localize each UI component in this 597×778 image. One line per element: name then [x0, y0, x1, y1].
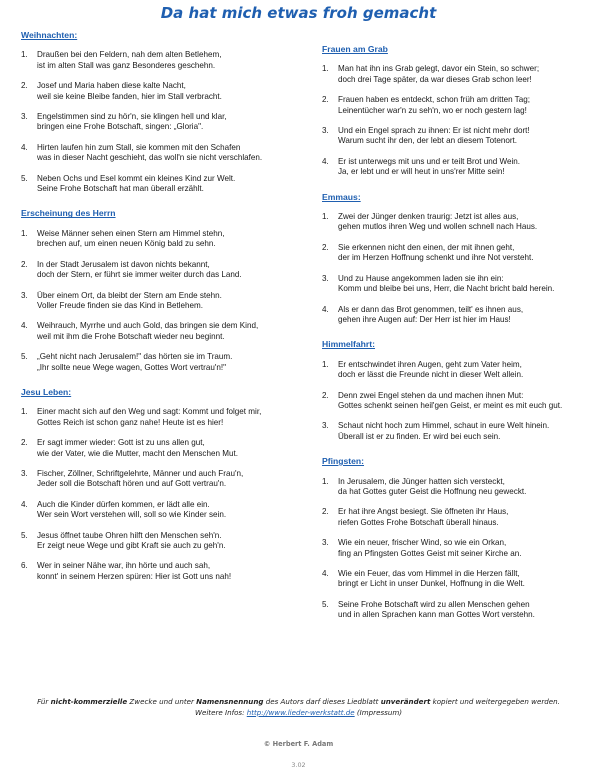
- verse-line: Draußen bei den Feldern, nah dem alten Betlehem,: [37, 50, 222, 60]
- verse-lines: [37, 352, 311, 373]
- verse-line: gehen mutlos ihren Weg und wollen schnell nach Haus.: [338, 222, 538, 232]
- verse-number: 1.: [322, 476, 329, 486]
- verse-lines: [37, 260, 311, 281]
- verse-line: weil mit ihm die Frohe Botschaft wieder neu beginnt.: [37, 331, 225, 341]
- verse-number: 2.: [21, 81, 28, 91]
- verse-number: 3.: [322, 126, 329, 136]
- verse-line: Hirten laufen hin zum Stall, sie kommen mit den Schafen: [37, 142, 241, 152]
- verse-lines: [338, 391, 587, 412]
- song-section: [322, 456, 587, 620]
- verse-line: Warum sucht ihr den, der lebt an diesem Totenort.: [338, 136, 518, 146]
- verse-number: 2.: [322, 242, 329, 252]
- verse-line: Engelstimmen sind zu hör'n, sie klingen hell und klar,: [37, 112, 227, 122]
- section-heading: Jesu Leben:: [21, 386, 72, 397]
- note-emphasis: unverändert: [380, 697, 431, 706]
- verse-line: brechen auf, um einen neuen König bald zu sehn.: [37, 239, 216, 249]
- verse-number: 3.: [21, 468, 28, 478]
- verse-line: „Geht nicht nach Jerusalem!" das hörten sie im Traum.: [37, 352, 233, 362]
- section-heading: Pfingsten:: [322, 456, 365, 467]
- verse: [322, 95, 587, 116]
- verse: [322, 538, 587, 559]
- verse-number: 5.: [21, 173, 28, 183]
- verse-lines: [338, 569, 587, 590]
- verse-line: Komm und bleibe bei uns, Herr, die Nacht bricht bald herein.: [338, 284, 555, 294]
- verse-lines: [37, 81, 311, 102]
- note-text: Für: [37, 697, 51, 706]
- verse: [21, 50, 311, 71]
- verse: [21, 531, 311, 552]
- verse-number: 3.: [322, 273, 329, 283]
- verse-lines: [37, 438, 311, 459]
- verse-line: Schaut nicht hoch zum Himmel, schaut in eure Welt hinein.: [338, 421, 550, 431]
- verse-number: 2.: [322, 507, 329, 517]
- verse: [21, 112, 311, 133]
- verse-lines: [37, 531, 311, 552]
- verse-lines: [338, 477, 587, 498]
- verse-lines: [37, 143, 311, 164]
- page-number: 3.02: [291, 761, 306, 769]
- verse-line: riefen Gottes Frohe Botschaft überall hinaus.: [338, 517, 499, 527]
- verse-line: Und ein Engel sprach zu ihnen: Er ist nicht mehr dort!: [338, 126, 530, 136]
- verse-line: Einer macht sich auf den Weg und sagt: Kommt und folget mir,: [37, 407, 262, 417]
- verse: [21, 174, 311, 195]
- verse-line: Er ist unterwegs mit uns und er teilt Brot und Wein.: [338, 156, 521, 166]
- verse-lines: [338, 360, 587, 381]
- verse-line: Leinentücher war'n zu seh'n, wo er noch gestern lag!: [338, 105, 527, 115]
- verse-line: Jeder soll die Botschaft hören und auf Gott vertrau'n.: [37, 479, 227, 489]
- section-heading: Weihnachten:: [21, 30, 78, 40]
- section-heading: Frauen am Grab: [322, 44, 388, 54]
- verse-number: 3.: [322, 538, 329, 548]
- verse-line: Wer in seiner Nähe war, ihn hörte und auch sah,: [37, 561, 211, 571]
- verse: [21, 229, 311, 250]
- verse: [21, 291, 311, 312]
- website-link[interactable]: http://www.lieder-werkstatt.de: [246, 707, 355, 717]
- verse-lines: [37, 229, 311, 250]
- verse: [21, 469, 311, 490]
- verse: [322, 305, 587, 326]
- verse-number: 4.: [322, 569, 329, 578]
- verse: [21, 561, 311, 582]
- verse-line: Über einem Ort, da bleibt der Stern am Ende stehn.: [37, 290, 222, 300]
- verse-line: Seine Frohe Botschaft wird zu allen Menschen gehen: [338, 599, 530, 609]
- verse-line: In Jerusalem, die Jünger hatten sich versteckt,: [338, 476, 505, 486]
- verse-lines: [37, 291, 311, 312]
- verse-line: Weise Männer sehen einen Stern am Himmel stehn,: [37, 228, 225, 238]
- verse-line: fing an Pfingsten Gottes Geist mit seiner Kirche an.: [338, 548, 522, 558]
- verse-line: Zwei der Jünger denken traurig: Jetzt ist alles aus,: [338, 212, 519, 222]
- verse-number: 1.: [322, 64, 329, 74]
- info-label: Weitere Infos:: [194, 707, 247, 717]
- verse-line: Als er dann das Brot genommen, teilt' es ihnen aus,: [338, 304, 524, 314]
- verse-line: In der Stadt Jerusalem ist davon nichts bekannt,: [37, 259, 210, 269]
- verse-line: Wer sein Wort verstehen will, soll so wie Kinder sein.: [37, 510, 227, 520]
- verse-number: 3.: [21, 112, 28, 122]
- verse-line: wie der Vater, wie die Mutter, macht den Menschen Mut.: [37, 448, 238, 458]
- verse-lines: [37, 407, 311, 428]
- verse-line: Auch die Kinder dürfen kommen, er lädt alle ein.: [37, 499, 210, 509]
- verse-line: Er entschwindet ihren Augen, geht zum Vater heim,: [338, 359, 522, 369]
- verse-lines: [338, 421, 587, 442]
- verse-lines: [37, 321, 311, 342]
- verse-number: 1.: [21, 228, 28, 238]
- verse-lines: [338, 305, 587, 326]
- verse-line: Jesus öffnet taube Ohren hilft den Menschen seh'n.: [37, 530, 222, 540]
- verse-line: bringen eine Frohe Botschaft, singen: „Gloria".: [37, 122, 204, 132]
- verse-line: Frauen haben es entdeckt, schon früh am dritten Tag;: [338, 95, 530, 105]
- song-section: [322, 339, 587, 442]
- verse-line: Man hat ihn ins Grab gelegt, davor ein Stein, so schwer;: [338, 64, 540, 74]
- verse: [322, 157, 587, 178]
- verse-lines: [338, 243, 587, 264]
- verse-line: konnt' in seinem Herzen spüren: Hier ist Gott uns nah!: [37, 571, 232, 581]
- verse-lines: [338, 212, 587, 233]
- verse-number: 4.: [322, 156, 329, 166]
- verse-line: Gottes Reich ist schon ganz nahe! Heute ist es hier!: [37, 417, 224, 427]
- page-title: Da hat mich etwas froh gemacht: [160, 4, 437, 22]
- song-section: [322, 192, 587, 326]
- verse: [21, 260, 311, 281]
- verse-number: 2.: [21, 259, 28, 269]
- right-column: [322, 44, 587, 635]
- verse-number: 2.: [21, 438, 28, 448]
- verse: [21, 81, 311, 102]
- verse-lines: [338, 126, 587, 147]
- verse: [322, 243, 587, 264]
- verse-lines: [338, 95, 587, 116]
- verse-number: 1.: [322, 212, 329, 222]
- verse: [322, 360, 587, 381]
- verse-lines: [37, 469, 311, 490]
- copyright: © Herbert F. Adam: [263, 740, 334, 748]
- verse-lines: [37, 561, 311, 582]
- verse-line: Weihrauch, Myrrhe und auch Gold, das bringen sie dem Kind,: [37, 321, 259, 331]
- verse: [322, 600, 587, 621]
- verse-line: Gottes schenkt seinen heil'gen Geist, er meint es mit euch gut.: [338, 400, 563, 410]
- verse-line: doch der Stern, er führt sie immer weiter durch das Land.: [37, 270, 242, 280]
- verse-lines: [37, 500, 311, 521]
- verse-line: der im Herzen Hoffnung schenkt und ihre Not versteht.: [338, 253, 534, 263]
- verse: [322, 212, 587, 233]
- verse: [322, 507, 587, 528]
- song-section: [21, 387, 311, 582]
- verse-line: gehen ihre Augen auf: Der Herr ist hier im Haus!: [338, 314, 511, 324]
- verse: [21, 438, 311, 459]
- verse-line: da hat Gottes guter Geist die Hoffnung neu geweckt.: [338, 486, 527, 496]
- note-emphasis: nicht-kommerzielle: [50, 697, 128, 706]
- verse-line: was in dieser Nacht geschieht, das woll'n sie nicht verschlafen.: [37, 153, 263, 163]
- verse-lines: [37, 112, 311, 133]
- verse: [21, 143, 311, 164]
- verse-number: 5.: [21, 352, 28, 362]
- verse-number: 1.: [322, 359, 329, 369]
- info-line: [0, 708, 597, 719]
- verse-line: doch er lässt die Freunde nicht in dieser Welt allein.: [338, 370, 524, 380]
- song-section: [21, 208, 311, 372]
- verse-line: weil sie keine Bleibe fanden, hier im Stall verbracht.: [37, 91, 222, 101]
- verse-number: 4.: [21, 321, 28, 331]
- verse-line: Sie erkennen nicht den einen, der mit ihnen geht,: [338, 242, 515, 252]
- verse-line: Fischer, Zöllner, Schriftgelehrte, Männer und auch Frau'n,: [37, 468, 244, 478]
- verse-number: 5.: [322, 599, 329, 609]
- license-note: [0, 697, 597, 718]
- verse-line: Er sagt immer wieder: Gott ist zu uns allen gut,: [37, 438, 205, 448]
- note-text: Zwecke und unter: [127, 697, 197, 706]
- verse-lines: [37, 174, 311, 195]
- verse-line: bringt er Licht in unser Dunkel, Hoffnung in die Welt.: [338, 579, 525, 589]
- verse: [322, 274, 587, 295]
- verse-line: „Ihr sollte neue Wege wagen, Gottes Wort vertrau'n!": [37, 362, 227, 372]
- verse-number: 1.: [21, 407, 28, 417]
- verse-line: Überall ist er zu finden. Er wird bei euch sein.: [338, 431, 501, 441]
- verse-number: 1.: [21, 50, 28, 60]
- verse-lines: [37, 50, 311, 71]
- verse-line: Und zu Hause angekommen laden sie ihn ein:: [338, 273, 504, 283]
- verse-number: 4.: [322, 304, 329, 314]
- note-text: des Autors darf dieses Liedblatt: [263, 697, 381, 706]
- note-emphasis: Namensnennung: [196, 697, 264, 706]
- verse-line: Er zeigt neue Wege und gibt Kraft sie auch zu geh'n.: [37, 541, 226, 550]
- impressum-label: (Impressum): [354, 707, 403, 717]
- verse-line: Josef und Maria haben diese kalte Nacht,: [37, 81, 186, 91]
- verse-line: Wie ein neuer, frischer Wind, so wie ein Orkan,: [338, 538, 507, 548]
- section-heading: Emmaus:: [322, 191, 361, 202]
- verse-number: 4.: [21, 499, 28, 509]
- verse-number: 3.: [21, 290, 28, 300]
- verse-number: 6.: [21, 561, 28, 571]
- verse: [21, 321, 311, 342]
- verse-line: Er hat ihre Angst besiegt. Sie öffneten ihr Haus,: [338, 507, 509, 517]
- verse: [322, 477, 587, 498]
- verse-number: 3.: [322, 421, 329, 431]
- verse-line: Neben Ochs und Esel kommt ein kleines Kind zur Welt.: [37, 173, 236, 183]
- verse-line: Voller Freude finden sie das Kind in Betlehem.: [37, 300, 204, 310]
- verse-line: Wie ein Feuer, das vom Himmel in die Herzen fällt,: [338, 569, 520, 578]
- verse: [322, 64, 587, 85]
- verse-line: Denn zwei Engel stehen da und machen ihnen Mut:: [338, 390, 524, 400]
- verse-line: Seine Frohe Botschaft hat man überall erzählt.: [37, 184, 204, 194]
- verse-line: doch drei Tage später, da war dieses Grab schon leer!: [338, 74, 532, 84]
- verse: [322, 391, 587, 412]
- verse-number: 5.: [21, 530, 28, 540]
- verse: [322, 126, 587, 147]
- verse-lines: [338, 538, 587, 559]
- verse-lines: [338, 507, 587, 528]
- verse-lines: [338, 157, 587, 178]
- verse-line: und in allen Sprachen kann man Gottes Wort verstehn.: [338, 610, 535, 620]
- verse: [322, 421, 587, 442]
- left-column: [21, 30, 311, 596]
- section-heading: Erscheinung des Herrn: [21, 208, 116, 219]
- verse-lines: [338, 600, 587, 621]
- verse-line: Ja, er lebt und er will heut in uns'rer Mitte sein!: [338, 167, 505, 177]
- verse-line: ist im alten Stall was ganz Besonderes geschehn.: [37, 60, 216, 70]
- note-text: kopiert und weitergegeben werden.: [430, 697, 560, 706]
- verse-number: 2.: [322, 390, 329, 400]
- verse: [322, 569, 587, 590]
- verse-number: 2.: [322, 95, 329, 105]
- license-text-line: [0, 697, 597, 708]
- verse-lines: [338, 274, 587, 295]
- verse: [21, 407, 311, 428]
- song-section: [21, 30, 311, 194]
- verse-number: 4.: [21, 142, 28, 152]
- section-heading: Himmelfahrt:: [322, 339, 376, 350]
- verse: [21, 500, 311, 521]
- verse-lines: [338, 64, 587, 85]
- verse: [21, 352, 311, 373]
- song-section: [322, 44, 587, 178]
